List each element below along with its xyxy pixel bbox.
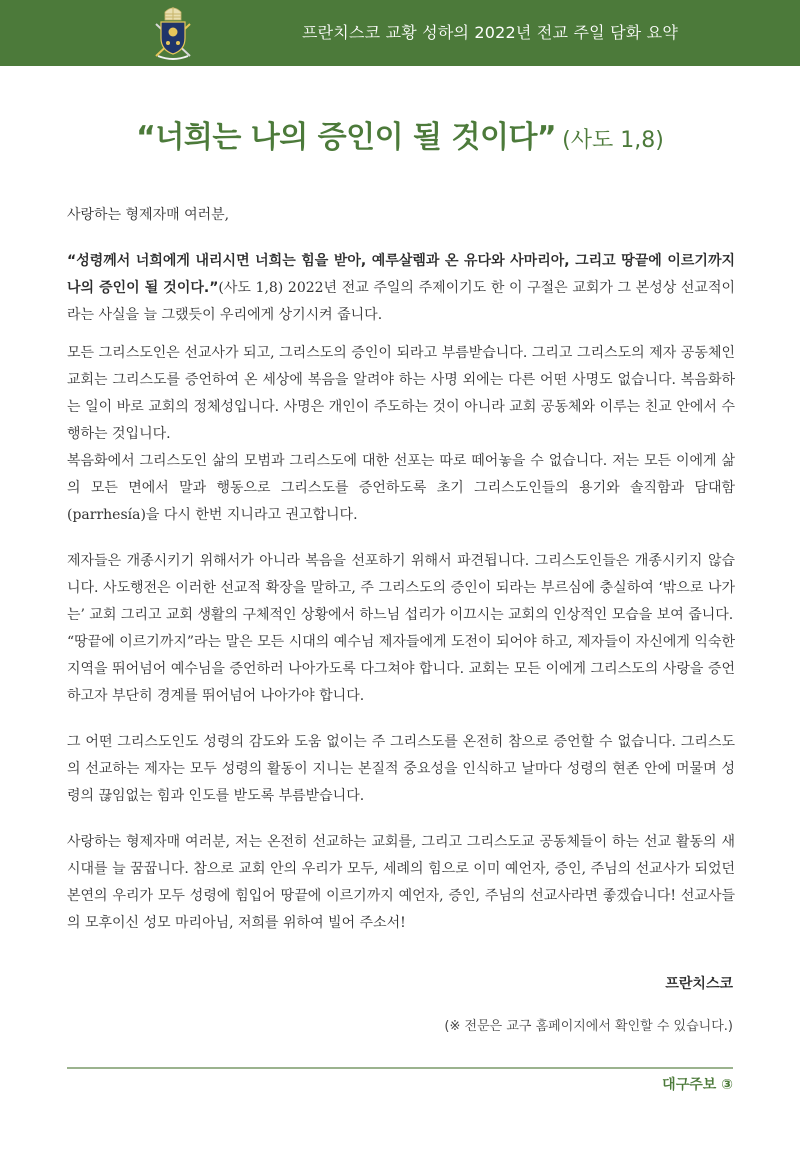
footer-page-label: 대구주보 ③ — [662, 1077, 733, 1093]
footnote: (※ 전문은 교구 홈페이지에서 확인할 수 있습니다.) — [444, 1019, 733, 1034]
paragraph-6: 그 어떤 그리스도인도 성령의 감도와 도움 없이는 주 그리스도를 온전히 참으로 증언할 수 없습니다. 그리스도의 선교하는 제자는 모두 성령의 활동이 지니는 본질적 중요성을 인식하고 날마다 성령의 현존 안에 머물며 성령의 끊임없는 힘과 인도를 받도록 부름받습니다. — [67, 734, 735, 804]
page-title — [0, 112, 800, 156]
paragraph-3: 복음화에서 그리스도인 삶의 모범과 그리스도에 대한 선포는 따로 떼어놓을 수 없습니다. 저는 모든 이에게 삶의 모든 면에서 말과 행동으로 그리스도를 증언하도록 초기 그리스도인들의 용기와 솔직함과 담대함(parrhesía)을 다시 한번 지니라고 권고합니다. — [67, 453, 735, 523]
paragraph-2: 모든 그리스도인은 선교사가 되고, 그리스도의 증인이 되라고 부름받습니다. 그리고 그리스도의 제자 공동체인 교회는 그리스도를 증언하여 온 세상에 복음을 알려야 하는 사명 외에는 다른 어떤 사명도 없습니다. 복음화하는 일이 바로 교회의 정체성입니다. 사명은 개인이 주도하는 것이 아니라 교회 공동체와 이루는 친교 안에서 수행하는 것입니다. — [67, 345, 735, 442]
title-reference: (사도 1,8) — [562, 128, 664, 153]
header-title: 프란치스코 교황 성하의 2022년 전교 주일 담화 요약 — [302, 23, 678, 42]
title-quote: “너희는 나의 증인이 될 것이다” — [136, 120, 557, 155]
footer-divider — [67, 1067, 733, 1069]
papal-coat-of-arms-icon — [150, 4, 196, 62]
header-bar — [0, 0, 800, 66]
scripture-quote: “성령께서 너희에게 내리시면 너희는 힘을 받아, 예루살렘과 온 유다와 사마리아, 그리고 땅끝에 이르기까지 나의 증인이 될 것이다.” — [67, 253, 735, 296]
paragraph-5: “땅끝에 이르기까지”라는 말은 모든 시대의 예수님 제자들에게 도전이 되어야 하고, 제자들이 자신에게 익숙한 지역을 뛰어넘어 예수님을 증언하러 나아가도록 다그쳐야 합니다. 교회는 모든 이에게 그리스도의 사랑을 증언하고자 부단히 경계를 뛰어넘어 나아가야 합니다. — [67, 634, 735, 704]
paragraph-1-text: (사도 1,8) 2022년 전교 주일의 주제이기도 한 이 구절은 교회가 그 본성상 선교적이라는 사실을 늘 그랬듯이 우리에게 상기시켜 줍니다. — [67, 280, 735, 323]
message-body — [67, 202, 735, 937]
paragraph-7: 사랑하는 형제자매 여러분, 저는 온전히 선교하는 교회를, 그리고 그리스도교 공동체들이 하는 선교 활동의 새 시대를 늘 꿈꿉니다. 참으로 교회 안의 우리가 모두, 세례의 힘으로 이미 예언자, 증인, 주님의 선교사가 되었던 본연의 우리가 모두 성령에 힘입어 땅끝에 이르기까지 예언자, 증인, 주님의 선교사라면 좋겠습니다! 선교사들의 모후이신 성모 마리아님, 저희를 위하여 빌어 주소서! — [67, 834, 735, 931]
paragraph-1 — [67, 248, 735, 329]
paragraph-4: 제자들은 개종시키기 위해서가 아니라 복음을 선포하기 위해서 파견됩니다. 그리스도인들은 개종시키지 않습니다. 사도행전은 이러한 선교적 확장을 말하고, 주 그리스도의 증인이 되라는 부르심에 충실하여 ‘밖으로 나가는’ 교회 그리고 교회 생활의 구체적인 상황에서 하느님 섭리가 이끄시는 교회의 인상적인 모습을 보여 줍니다. — [67, 553, 735, 623]
signature: 프란치스코 — [665, 976, 733, 992]
greeting: 사랑하는 형제자매 여러분, — [67, 207, 230, 223]
